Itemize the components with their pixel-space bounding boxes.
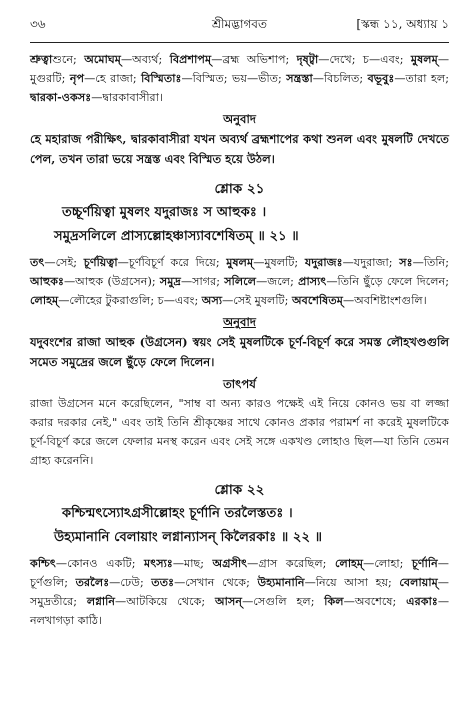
synonym-meaning: —সেখান থেকে; [174,576,258,589]
synonym-meaning: —সেগুলি হল; [242,595,325,608]
synonym-meaning: —বিচলিত; [312,72,368,85]
verse-21-title: শ্লোক ২১ [214,181,265,197]
synonym-word: প্রাস্যৎ [298,274,327,288]
synonym-word: লগ্নানি [86,594,116,608]
synonym-word: দৃষ্ট্বা [296,52,319,66]
synonym-word: বিস্মিতাঃ [141,71,182,85]
synonym-meaning: —সমুদ্রতীরে; [30,576,449,608]
book-page [0,16,471,727]
translation-verse-21: যদুবংশের রাজা আহুক (উগ্রসেন) স্বয়ং সেই মুষলটিকে চূর্ণ-বিচূর্ণ করে সমস্ত লৌহখণ্ডগুলি সমেত সমুদ্রের জলে ছুঁড়ে ফেলে দিলেন। [30,335,449,369]
page-header [30,16,449,38]
synonym-meaning: —মুগুরটি; [30,53,450,85]
translation-verse-20: হে মহারাজ পরীক্ষিৎ, দ্বারকাবাসীরা যখন অব্যর্থ ব্রহ্মশাপের কথা শুনল এবং মুষলটি দেখতে পেল, তখন তারা ভয়ে সন্ত্রস্ত এবং বিস্মিত হয়ে উঠল। [30,132,449,166]
synonym-word: তরলৈঃ [75,575,110,589]
synonym-word: সলিলে [224,274,257,288]
verse-22-line-1: কশ্চিন্মৎস্যোঽগ্রসীল্লোহং চূর্ণানি তরলৈস্ততঃ । [62,506,293,521]
synonyms-verse-22 [30,554,449,630]
synonym-word: চূর্ণানি [411,556,438,570]
synonym-word: দ্বারকা-ওকসঃ [30,90,92,104]
synonym-word: সন্ত্রস্তা [286,71,313,85]
synonym-word: কশ্চিৎ [30,556,56,570]
synonym-meaning: —তারা হল; [394,72,449,85]
synonym-meaning: —অবশেষে; [343,595,407,608]
verse-21-line-1: তচ্চূর্ণয়িত্বা মুষলং যদুরাজঃ স আহুকঃ । [62,205,267,220]
verse-22-line-2: উহ্যমানানি বেলায়াং লগ্নান্যাসন্ কিলৈরকাঃ ॥ ২২ ॥ [54,530,323,545]
synonym-word: কিল [324,594,344,608]
synonym-word: মুষলম্ [410,52,438,66]
book-title: শ্রীমদ্ভাগবত [211,17,267,31]
chapter-location: [স্কন্ধ ১১, অধ্যায় ১ [356,17,449,31]
synonyms-verse-21 [30,253,449,310]
page-number: ৩৬ [30,17,46,31]
purport-label-21: তাৎপর্য [223,377,256,391]
purport-verse-21: রাজা উগ্রসেন মনে করেছিলেন, "সাম্ব বা অন্য কারও পক্ষেই এই নিয়ে কোনও ভয় বা লজ্জা করার দরকার নেই," এবং তাই তিনি শ্রীকৃষ্ণের সাথে কোনও প্রকার পরামর্শ না করেই মুষলটিকে চূর্ণ-বিচূর্ণ করে জলে ফেলার মনস্থ করেন এবং সেই সঙ্গে একখণ্ড লোহাও ছিল—যা তিনি তেমন গ্রাহ্য করেননি। [30,397,449,467]
synonym-meaning: —গ্রাস করেছিল; [247,557,335,570]
synonym-word: অস্য [201,293,223,307]
synonym-word: বিপ্রশাপম্ [169,52,212,66]
synonym-meaning: —মাছ; [172,557,213,570]
synonym-word: বেলায়াম্ [399,575,438,589]
synonym-meaning: —সেই; [44,256,84,269]
synonym-meaning: —নলখাগড়া কাঠি। [30,595,450,627]
synonym-meaning: —অবশিষ্টাংশগুলি। [342,294,427,307]
synonym-meaning: —তিনি; [412,256,450,269]
synonym-word: বভূবুঃ [367,71,395,85]
synonym-meaning: —ঢেউ; [109,576,152,589]
synonyms-verse-20 [30,50,449,107]
synonym-meaning: —সেই মুষলটি; [222,294,292,307]
synonym-word: ততঃ [151,575,175,589]
synonym-meaning: —দেখে; চ—এবং; [318,53,411,66]
synonym-meaning: —নিয়ে আসা হয়; [304,576,400,589]
synonym-meaning: —দ্বারকাবাসীরা। [91,91,163,104]
translation-label-20: অনুবাদ [223,112,256,126]
synonym-word: লোহম্ [334,556,364,570]
synonym-meaning: —যদুরাজা; [342,256,400,269]
synonym-word: শ্রুত্বা [30,52,53,66]
synonym-word: যদুরাজঃ [304,255,343,269]
synonym-meaning: —মুষলটি; [253,256,305,269]
synonym-meaning: —আহুক (উগ্রসেন); [63,275,160,288]
synonym-word: চূর্ণয়িত্বা [83,255,118,269]
synonym-word: উহ্যমানানি [257,575,305,589]
synonym-word: সঃ [399,255,413,269]
synonym-meaning: —তিনি ছুঁড়ে ফেলে দিলেন; [326,275,449,288]
verse-21-line-2: সমুদ্রসলিলে প্রাস্যল্লোহঞ্চাস্যাবশেষিতম্ ॥ ২১ ॥ [54,229,299,244]
header-divider [30,42,449,43]
synonym-meaning: —অব্যর্থ; [120,53,170,66]
synonym-word: মৎস্যঃ [144,556,173,570]
synonym-meaning: —ব্রহ্ম অভিশাপ; [211,53,297,66]
synonym-meaning: —লৌহের টুকরাগুলি; চ—এবং; [58,294,202,307]
synonym-meaning: —চূর্ণগুলি; [30,557,449,589]
synonym-word: অমোঘম্ [84,52,121,66]
synonym-meaning: —লোহা; [363,557,412,570]
synonym-word: লোহম্ [30,293,59,307]
translation-label-21: অনুবাদ [223,315,256,329]
synonym-word: তৎ [30,255,45,269]
synonym-word: আহুকঃ [30,274,64,288]
synonym-meaning: —জলে; [256,275,299,288]
synonym-meaning: —সাগর; [180,275,225,288]
synonym-meaning: —বিস্মিত; ভয়—ভীত; [181,72,287,85]
synonym-word: অবশেষিতম্ [291,293,343,307]
synonym-meaning: —হে রাজা; [84,72,142,85]
synonym-word: এরকাঃ [406,594,438,608]
synonym-word: আসন্ [214,594,243,608]
synonym-word: অগ্রসীৎ [212,556,248,570]
synonym-word: সমুদ্র [159,274,181,288]
synonym-meaning: —আটকিয়ে থেকে; [115,595,215,608]
synonym-meaning: —চূর্ণবিচূর্ণ করে দিয়ে; [117,256,227,269]
synonym-word: মুষলম্ [226,255,254,269]
synonym-meaning: শুনে; [52,53,85,66]
synonym-word: নৃপ [69,71,85,85]
synonym-meaning: —কোনও একটি; [55,557,145,570]
verse-22-title: শ্লোক ২২ [214,482,265,498]
